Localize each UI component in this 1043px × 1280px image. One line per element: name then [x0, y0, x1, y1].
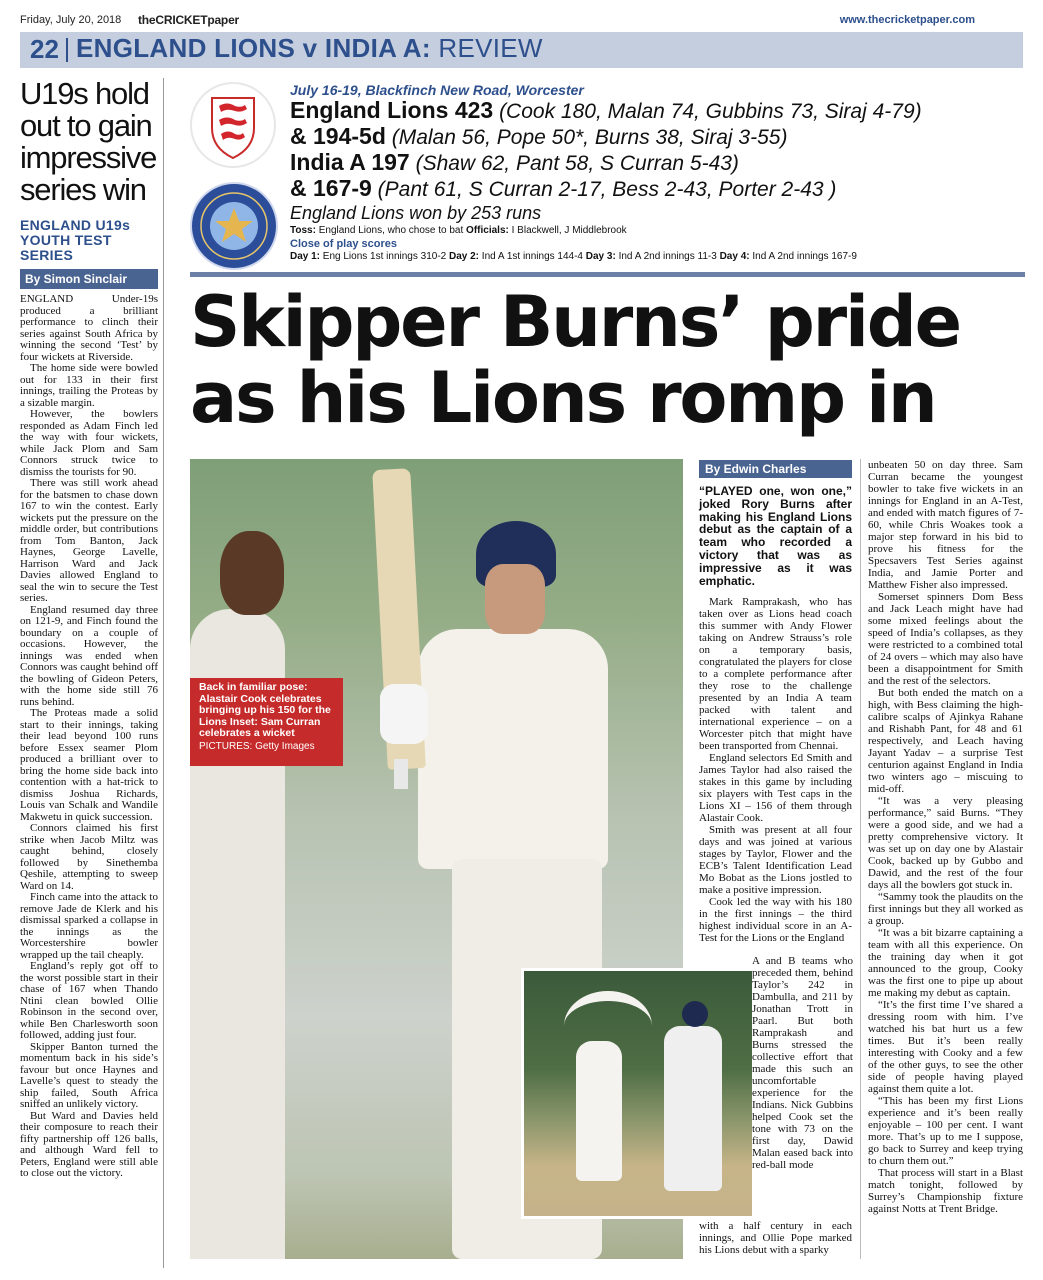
- sidebar-paragraph: However, the bowlers responded as Adam Finch led the way with four wickets, while Jack Plom and Sam Connors struck twice to dismiss the tourists for 90.: [20, 408, 158, 478]
- officials-label: Officials:: [466, 225, 509, 236]
- section-title-bold: ENGLAND LIONS v INDIA A:: [76, 33, 431, 63]
- article-paragraph: But both ended the match on a high, with Bess claiming the high-calibre scalps of Ajinkya Rahane and Rishabh Pant, for 48 and 61 respectively, and Leach having Jayant Yadav – a surprise Test centurion against England in India two winters ago – miscuing to mid-off.: [868, 687, 1023, 795]
- day-score: Eng Lions 1st innings 310-2: [322, 251, 447, 262]
- innings-score: & 167-9: [290, 175, 372, 201]
- article-paragraph: “This has been my first Lions experience and it’s been really enjoyable – 100 per cent. I want more. That’s up to me I suppose, go back to Surrey and keep trying to churn them out.”: [868, 1095, 1023, 1167]
- bat-handle: [394, 759, 408, 789]
- article-paragraph: Smith was present at all four days and was joined at various stages by Taylor, Flower and the ECB’s Talent Identification Lead Mo Bobat as the Lions jostled to make a positive impression.: [699, 824, 852, 896]
- toss-value: England Lions, who chose to bat: [318, 225, 464, 236]
- caption-text: Back in familiar pose: Alastair Cook celebrates bringing up his 150 for the Lions Inset: Sam Curran celebrates a wicket: [199, 681, 331, 739]
- main-headline: [190, 281, 1030, 444]
- innings-line: [290, 150, 1025, 176]
- match-result: England Lions won by 253 runs: [290, 203, 542, 223]
- article-paragraph: unbeaten 50 on day three. Sam Curran became the youngest bowler to take five wickets in an innings for England in an A-Test, and ended with match figures of 7-60, while Chris Woakes took a major step forward in his bid to prove his fitness for the Specsavers Test Series against India, and Jamie Porter and Matthew Fisher also impressed.: [868, 459, 1023, 591]
- article-paragraph: with a half century in each innings, and Ollie Pope marked his Lions debut with a sparky: [699, 1220, 852, 1256]
- sidebar-paragraph: England resumed day three on 121-9, and Finch found the boundary on a couple of occasions. However, the innings was ended when Connors was caught behind off the bowling of Gideon Peters, with the home side still 76 runs behind.: [20, 603, 158, 708]
- day-label: Day 4:: [719, 251, 750, 262]
- sidebar-paragraph: But Ward and Davies held their composure to reach their fifty partnership off 126 balls, and although Ward fell to Peters, England were still able to close out the victory.: [20, 1109, 158, 1179]
- article-paragraph: “It was a bit bizarre captaining a team with all this experience. On the training day when it got announced to the group, Cooky was the first one to pipe up about me making my debut as captain.: [868, 927, 1023, 999]
- sidebar-paragraph: Skipper Banton turned the momentum back in his side’s favour but once Haynes and Lavelle’s quest to steady the ship failed, South Africa sniffed an unlikely victory.: [20, 1040, 158, 1110]
- scorecard-rule: [190, 272, 1025, 277]
- batsman-face: [485, 564, 545, 634]
- batsman-inset-figure: [664, 1026, 722, 1191]
- sidebar-story: [20, 78, 158, 1268]
- officials-value: I Blackwell, J Middlebrook: [511, 225, 627, 236]
- inset-photo: [521, 968, 755, 1219]
- close-of-play-heading: Close of play scores: [290, 238, 397, 250]
- website-url[interactable]: www.thecricketpaper.com: [839, 14, 975, 26]
- issue-date: Friday, July 20, 2018: [20, 14, 122, 26]
- innings-line: [290, 98, 1025, 124]
- batting-glove: [380, 684, 428, 744]
- day-score: Ind A 2nd innings 167-9: [752, 251, 857, 262]
- article-column-2-narrow: [752, 955, 853, 1171]
- day-label: Day 2:: [449, 251, 480, 262]
- sidebar-headline: U19s hold out to gain impressive series win: [20, 76, 157, 207]
- article-paragraph: That process will start in a Blast match tonight, followed by Surrey’s Championship fixture against Notts at Trent Bridge.: [868, 1167, 1023, 1215]
- article-paragraph: Mark Ramprakash, who has taken over as Lions head coach this summer with Andy Flower taking on Andrew Strauss’s role on a temporary basis, congratulated the players for close to a complete performance after they rose to the challenge presented by an India A team packed with talent and international experience – on a Worcester pitch that might have been transported from Chennai.: [699, 596, 852, 752]
- innings-score: & 194-5d: [290, 123, 386, 149]
- article-column-2-tail: [699, 1220, 852, 1256]
- section-title-light: REVIEW: [438, 33, 543, 63]
- article-intro: “PLAYED one, won one,” joked Rory Burns after making his England Lions debut as the captain of a team who recorded a victory that was as impressive as it was emphatic.: [699, 484, 852, 588]
- sidebar-byline: By Simon Sinclair: [20, 269, 158, 289]
- innings-detail: (Cook 180, Malan 74, Gubbins 73, Siraj 4-79): [499, 100, 922, 123]
- article-column-3: [868, 459, 1023, 1215]
- sidebar-paragraph: Connors claimed his first strike when Jacob Miltz was caught behind, closely followed by Sinethemba Qeshile, attempting to sweep Ward on 14.: [20, 822, 158, 892]
- article-column-2: [699, 596, 852, 944]
- day-score: Ind A 1st innings 144-4: [481, 251, 583, 262]
- day-label: Day 3:: [585, 251, 616, 262]
- sidebar-body: [20, 294, 158, 1180]
- article-paragraph: “It’s the first time I’ve shared a dressing room with him. I’ve watched his bat hurt us a few times. But it’s been really interesting with Cooky and a few of the other guys, to see the other side of people having played against them quite a lot.: [868, 999, 1023, 1095]
- section-header: [20, 32, 1023, 68]
- day-label: Day 1:: [290, 251, 321, 262]
- bcci-star-icon: [190, 182, 278, 270]
- sidebar-paragraph: Finch came into the attack to remove Jade de Klerk and his dismissal sparked a collapse in the innings as the Worcestershire bowler wrapped up the tail cheaply.: [20, 891, 158, 961]
- innings-detail: (Pant 61, S Curran 2-17, Bess 2-43, Porter 2-43 ): [377, 178, 837, 201]
- article-paragraph: A and B teams who preceded them, behind Taylor’s 242 in Dambulla, and 211 by Jonathan Trott in Paarl. But both Ramprakash and Burns stressed the collective effort that made this such an uncomfortable experience for the Indians. Nick Gubbins helped Cook set the tone with 73 on the first day, Dawid Malan eased back into red-ball mode: [752, 955, 853, 1171]
- sidebar-divider: [163, 78, 164, 1268]
- bowler-arms: [564, 991, 652, 1061]
- day-score: Ind A 2nd innings 11-3: [618, 251, 717, 262]
- page-topline: [20, 12, 1023, 28]
- masthead-brand: theCRICKETpaper: [138, 13, 240, 27]
- innings-detail: (Shaw 62, Pant 58, S Curran 5-43): [415, 152, 739, 175]
- toss-label: Toss:: [290, 225, 316, 236]
- page-number: 22: [30, 34, 59, 64]
- column-divider: [860, 459, 861, 1259]
- headline-line: Skipper Burns’ pride: [190, 281, 960, 363]
- innings-score: England Lions 423: [290, 97, 494, 123]
- batsman-body: [418, 629, 608, 869]
- sidebar-paragraph: England’s reply got off to the worst possible start in their chase of 167 when Thando Ntini clean bowled Ollie Robinson in the second over, while Ben Charlesworth soon followed, adding just four.: [20, 960, 158, 1041]
- sidebar-kicker: ENGLAND U19s YOUTH TEST SERIES: [20, 217, 131, 263]
- article-byline: By Edwin Charles: [699, 460, 852, 478]
- innings-line: [290, 176, 1025, 202]
- sidebar-paragraph: The Proteas made a solid start to their innings, taking their lead beyond 100 runs before Essex seamer Plom produced a brilliant over to bring the home side back into contention with a hat-trick to dismiss Joshua Richards, Louis van Schalk and Wandile Makwetu in quick succession.: [20, 707, 158, 823]
- article-paragraph: England selectors Ed Smith and James Taylor had also raised the stakes in this game by including six players with Test caps in the Lions XI – 156 of them through Alastair Cook.: [699, 752, 852, 824]
- innings-line: [290, 124, 1025, 150]
- photo-caption: [190, 678, 343, 766]
- section-title: [76, 33, 543, 64]
- england-three-lions-icon: [190, 82, 276, 168]
- innings-detail: (Malan 56, Pope 50*, Burns 38, Siraj 3-55): [391, 126, 788, 149]
- photo-credit: PICTURES: Getty Images: [199, 740, 315, 752]
- headline-line: as his Lions romp in: [190, 357, 936, 439]
- innings-score: India A 197: [290, 149, 410, 175]
- sidebar-paragraph: ENGLAND Under-19s produced a brilliant performance to clinch their series against South Africa by winning the second ‘Test’ by four wickets at Riverside.: [20, 293, 158, 363]
- article-paragraph: Cook led the way with his 180 in the first innings – the third highest individual score in an A-Test for the Lions or the England: [699, 896, 852, 944]
- close-of-play-days: [290, 250, 1025, 264]
- sidebar-paragraph: There was still work ahead for the batsmen to chase down 167 to win the contest. Early wickets put the pressure on the middle order, but contributions from Tom Banton, Jack Haynes, George Lavelle, Harrison Ward and Jack Davies allowed England to seal the win to secure the Test series.: [20, 477, 158, 604]
- sidebar-paragraph: The home side were bowled out for 133 in their first innings, trailing the Proteas by a sizable margin.: [20, 362, 158, 409]
- scorecard: [290, 82, 1025, 264]
- batsman-inset-helmet: [682, 1001, 708, 1027]
- article-paragraph: “Sammy took the plaudits on the first innings but they all worked as a group.: [868, 891, 1023, 927]
- article-paragraph: Somerset spinners Dom Bess and Jack Leach might have had some mixed feelings about the speed of India’s collapses, as they were restricted to a combined total of 24 overs – which may also have been a disappointment for Smith and the rest of the selectors.: [868, 591, 1023, 687]
- bowler-figure: [576, 1041, 622, 1181]
- match-venue: July 16-19, Blackfinch New Road, Worcester: [290, 82, 584, 98]
- article-paragraph: “It was a very pleasing performance,” said Burns. “They were a good side, and we had a pretty comprehensive victory. It was set up on day one by Alastair Cook, backed up by Gubbo and Dawid, and the rest of the four days all the bowlers got stuck in.: [868, 795, 1023, 891]
- fielder-head: [220, 531, 284, 615]
- header-divider: [66, 38, 68, 62]
- toss-officials: [290, 224, 1025, 238]
